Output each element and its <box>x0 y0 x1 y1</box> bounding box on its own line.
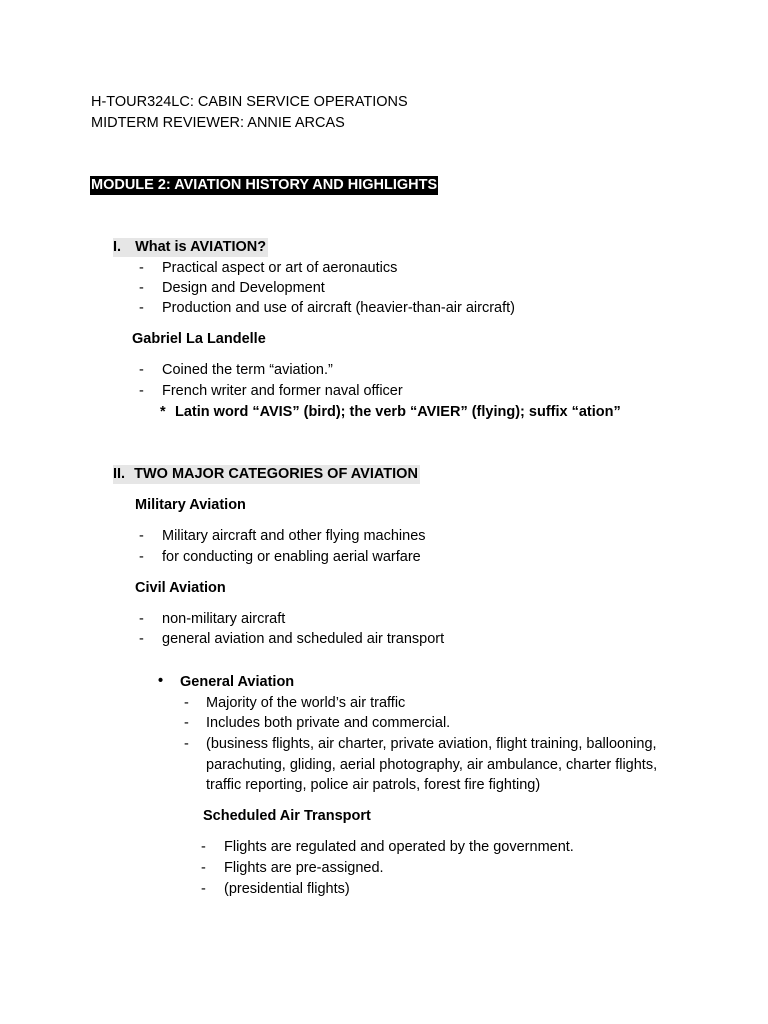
general-aviation-title: General Aviation <box>180 674 295 690</box>
module-title-text: MODULE 2: AVIATION HISTORY AND HIGHLIGHTS <box>91 177 438 193</box>
list-item: Coined the term “aviation.” <box>162 362 333 378</box>
list-dash: - <box>201 881 206 897</box>
list-item: Majority of the world’s air traffic <box>206 695 406 711</box>
military-aviation-title: Military Aviation <box>135 497 246 513</box>
list-dash: - <box>139 528 144 544</box>
list-item: for conducting or enabling aerial warfare <box>162 549 421 565</box>
list-item: (presidential flights) <box>224 881 350 897</box>
list-item: Flights are pre-assigned. <box>224 860 384 876</box>
section-2-number: II. <box>113 466 126 482</box>
list-item: Production and use of aircraft (heavier-than-air aircraft) <box>162 300 515 316</box>
module-title <box>90 178 438 193</box>
scheduled-air-transport-title: Scheduled Air Transport <box>203 808 371 824</box>
list-dash: - <box>184 715 189 731</box>
list-dash: - <box>184 695 189 711</box>
section-1-title: What is AVIATION? <box>135 239 267 255</box>
civil-aviation-title: Civil Aviation <box>135 580 226 596</box>
list-dash: - <box>201 839 206 855</box>
section-1-heading-highlight <box>113 238 268 257</box>
list-item: French writer and former naval officer <box>162 383 403 399</box>
etymology-note: Latin word “AVIS” (bird); the verb “AVIER” (flying); suffix “ation” <box>175 404 621 420</box>
list-item: Includes both private and commercial. <box>206 715 451 731</box>
list-item: Flights are regulated and operated by the government. <box>224 839 574 855</box>
list-dash: - <box>139 300 144 316</box>
list-item: Design and Development <box>162 280 325 296</box>
list-item: general aviation and scheduled air transport <box>162 631 445 647</box>
list-item-line: parachuting, gliding, aerial photography, air ambulance, charter flights, <box>206 757 658 773</box>
list-dash: - <box>139 362 144 378</box>
section-1-number: I. <box>113 239 122 255</box>
course-title: H-TOUR324LC: CABIN SERVICE OPERATIONS <box>91 94 408 110</box>
list-dash: - <box>201 860 206 876</box>
bullet-icon: • <box>158 673 164 689</box>
list-item-line: traffic reporting, police air patrols, forest fire fighting) <box>206 777 541 793</box>
section-1-heading <box>113 240 268 255</box>
reviewer-title: MIDTERM REVIEWER: ANNIE ARCAS <box>91 115 345 131</box>
list-dash: - <box>139 631 144 647</box>
list-dash: - <box>139 280 144 296</box>
list-dash: - <box>139 260 144 276</box>
list-dash: - <box>184 736 189 752</box>
list-dash: - <box>139 549 144 565</box>
list-dash: - <box>139 383 144 399</box>
etymology-marker: * <box>160 404 166 420</box>
list-item-line: (business flights, air charter, private aviation, flight training, ballooning, <box>206 736 657 752</box>
section-2-title: TWO MAJOR CATEGORIES OF AVIATION <box>134 466 418 482</box>
list-item: Military aircraft and other flying machines <box>162 528 426 544</box>
list-item: non-military aircraft <box>162 611 286 627</box>
section-2-heading-highlight <box>113 465 420 484</box>
list-item: Practical aspect or art of aeronautics <box>162 260 398 276</box>
list-dash: - <box>139 611 144 627</box>
person-name: Gabriel La Landelle <box>132 331 266 347</box>
section-2-heading <box>113 467 420 482</box>
